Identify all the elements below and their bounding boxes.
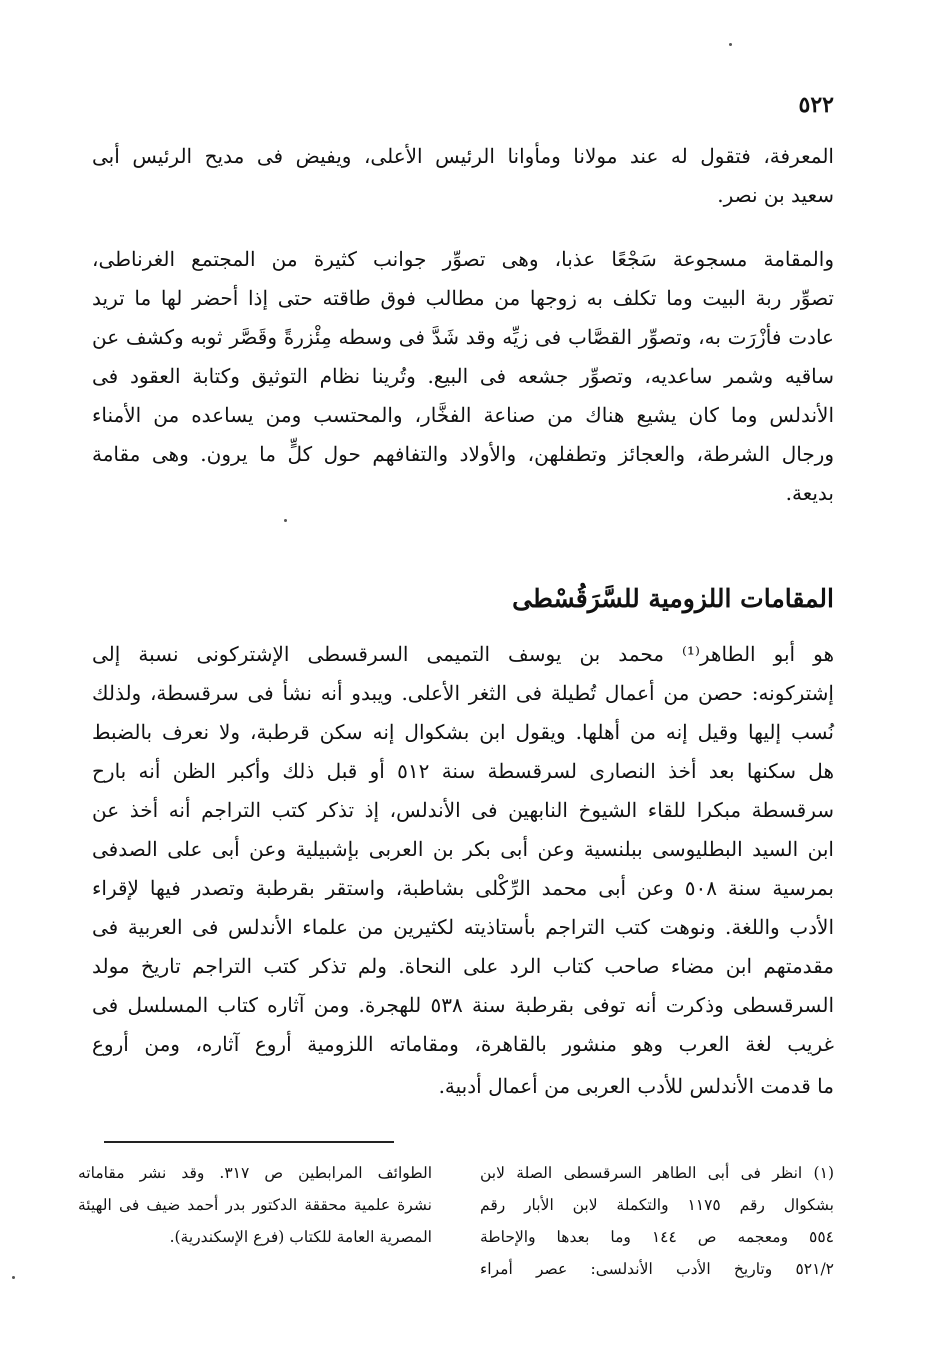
- page-number: ٥٢٢: [798, 92, 834, 118]
- text-line: نُسب إليها وقيل إنه من أهلها. ويقول ابن بشكوال إنه سكن قرطبة، ولا نعرف بالضبط: [92, 720, 834, 744]
- scan-speck: [12, 1276, 15, 1279]
- text-line: تصوِّر ربة البيت وما تكلف به زوجها من مطالب فوق طاقته حتى إذا أحضر لها ما تريد: [92, 286, 834, 310]
- text-line: سرقسطة مبكرا للقاء الشيوخ النابهين فى الأندلس، إذ تذكر كتب التراجم أنه أخذ عن: [92, 798, 834, 822]
- text-line: ورجال الشرطة، والعجائز وتطفلهن، والأولاد والتفافهم حول كلٍّ ما يرون. وهى مقامة: [92, 442, 834, 466]
- footnote-line: ٥٢١/٢ وتاريخ الأدب الأندلسى: عصر أمراء: [480, 1260, 834, 1278]
- text-line: غريب لغة العرب وهو منشور بالقاهرة، ومقاماته اللزومية أروع آثاره، ومن أروع: [92, 1032, 834, 1056]
- text-line: هو أبو الطاهر⁽¹⁾ محمد بن يوسف التميمى السرقسطى الإشتركونى نسبة إلى: [92, 642, 834, 666]
- text-line: ابن السيد البطليوسى ببلنسية وعن أبى بكر بن العربى بإشبيلية وعن أبى على الصدفى: [92, 837, 834, 861]
- text-line: إشتركونه: حصن من أعمال تُطيلة فى الثغر الأعلى. ويبدو أنه نشأ فى سرقسطة، ولذلك: [92, 681, 834, 705]
- footnote-line: ٥٥٤ ومعجمه ص ١٤٤ وما بعدها والإحاطة: [480, 1228, 835, 1246]
- text-line: سعيد بن نصر.: [717, 183, 834, 207]
- text-line: والمقامة مسجوعة سَجْعًا عذبا، وهى تصوِّر جوانب كثيرة من المجتمع الغرناطى،: [92, 247, 834, 271]
- text-line: مقدمتهم ابن مضاء صاحب كتاب الرد على النحاة. ولم تذكر كتب التراجم تاريخ مولد: [92, 954, 834, 978]
- footnote-line: بشكوال رقم ١١٧٥ والتكملة لابن الأبار رقم: [480, 1196, 834, 1214]
- text-line: بمرسية سنة ٥٠٨ وعن أبى محمد الرِّكْلى بشاطبة، واستقر بقرطبة وتصدر فيها لإقراء: [92, 876, 834, 900]
- text-line: الأدب واللغة. ونوهت كتب التراجم بأستاذيته لكثيرين من علماء الأندلس فى العربية فى: [92, 915, 834, 939]
- scan-speck: [284, 519, 287, 522]
- text-line: عادت فأزْرَت به، وتصوِّر القصَّاب فى زيِّه وقد شَدَّ فى وسطه مِئْزرةً وقَصَّر ثوبه وكشف عن: [92, 325, 834, 349]
- section-heading: المقامات اللزومية للسَّرَقُسْطى: [512, 584, 834, 613]
- text-line: هل سكنها بعد أخذ النصارى لسرقسطة سنة ٥١٢ أو قبل ذلك وأكبر الظن أنه بارح: [92, 759, 834, 783]
- footnote-line: المصرية العامة للكتاب (فرع الإسكندرية).: [169, 1228, 432, 1246]
- text-line: بديعة.: [785, 481, 834, 505]
- scan-speck: [729, 43, 732, 46]
- text-line: المعرفة، فتقول له عند مولانا ومأوانا الرئيس الأعلى، ويفيض فى مديح الرئيس أبى: [92, 144, 834, 168]
- footnote-line: نشرة علمية محققة الدكتور بدر أحمد ضيف فى الهيئة: [78, 1196, 432, 1214]
- footnote-line: (١) انظر فى أبى الطاهر السرقسطى الصلة لابن: [480, 1164, 834, 1182]
- footnote-line: الطوائف المرابطين ص ٣١٧. وقد نشر مقاماته: [78, 1164, 433, 1182]
- text-line: ما قدمت الأندلس للأدب العربى من أعمال أدبية.: [438, 1074, 834, 1098]
- footnote-rule: [104, 1141, 394, 1143]
- text-line: السرقسطى وذكرت أنه توفى بقرطبة سنة ٥٣٨ للهجرة. ومن آثاره كتاب المسلسل فى: [92, 993, 834, 1017]
- text-line: ساقيه وشمر ساعديه، وتصوِّر جشعه فى البيع. وتُرينا نظام التوثيق وكتابة العقود فى: [92, 364, 834, 388]
- text-line: الأندلس وما كان يشيع هناك من صناعة الفخَّار، والمحتسب ومن يساعده من الأمناء: [92, 403, 834, 427]
